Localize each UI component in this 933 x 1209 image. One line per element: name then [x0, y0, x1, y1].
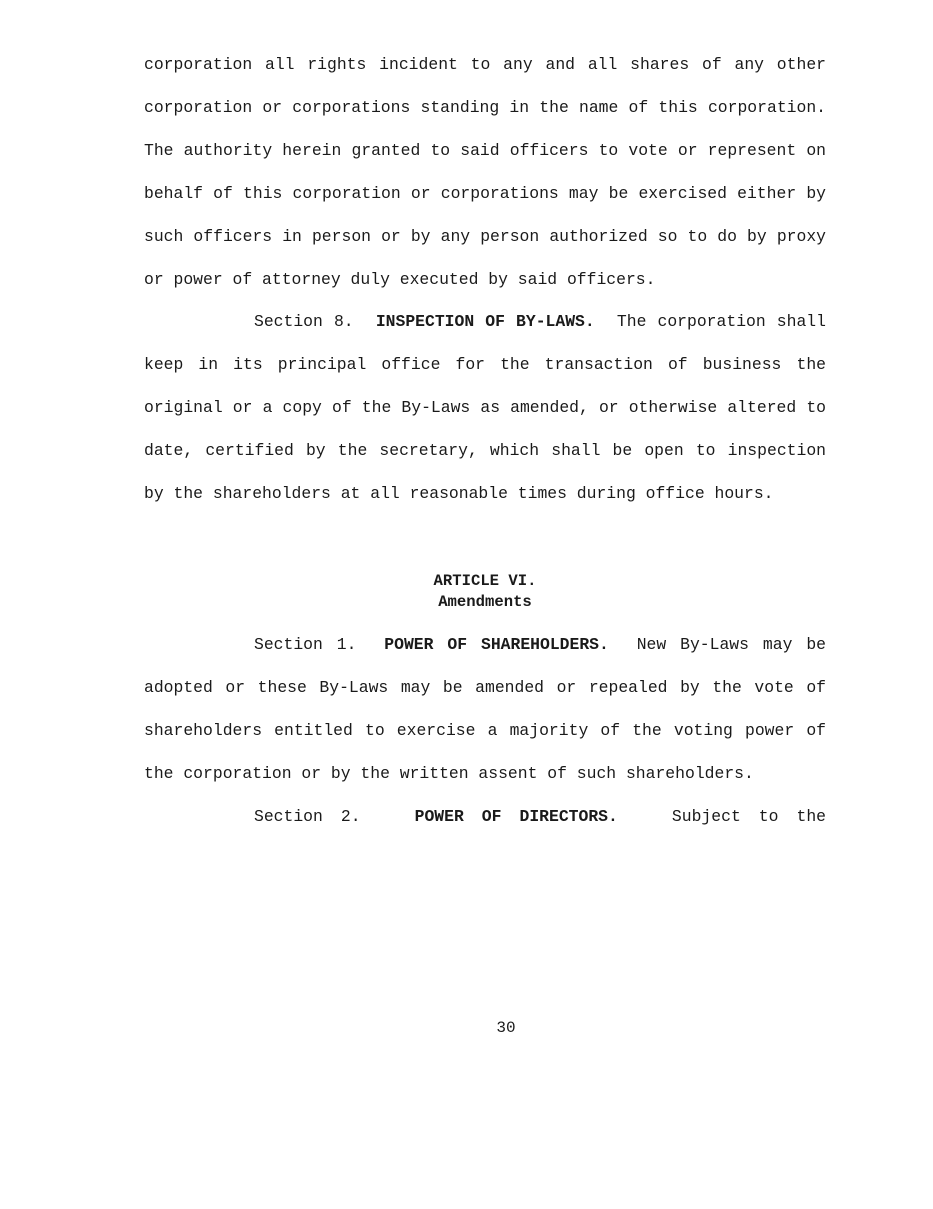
section-1-number: Section 1.	[254, 634, 357, 654]
section-2-paragraph	[144, 796, 826, 839]
section-8-number: Section 8.	[254, 312, 354, 332]
document-page	[144, 44, 826, 839]
article-heading	[144, 571, 826, 613]
section-8-paragraph	[144, 301, 826, 516]
section-1-text: New By-Laws may be adopted or these By-Laws may be amended or repealed by the vote of shareholders entitled to exercise a majority of the voting power of the corporation or by the written assent of such shareholders.	[144, 634, 826, 783]
section-8-title: INSPECTION OF BY-LAWS.	[375, 312, 595, 332]
continuation-text: corporation all rights incident to any and all shares of any other corporation or corporations standing in the name of this corporation. The authority herein granted to said officers to vote or represent on behalf of this corporation or corporations may be exercised either by such officers in person or by any person authorized so to do by proxy or power of attorney duly executed by said officers.	[144, 55, 826, 289]
section-1-paragraph	[144, 624, 826, 796]
section-2-number: Section 2.	[254, 806, 361, 826]
section-2-text: Subject to the	[671, 806, 826, 826]
article-title: Amendments	[438, 592, 532, 611]
section-2-title: POWER OF DIRECTORS.	[414, 806, 618, 826]
page-number: 30	[496, 1019, 516, 1037]
continuation-paragraph	[144, 44, 826, 301]
section-8-text: The corporation shall keep in its principal office for the transaction of business the original or a copy of the By-Laws as amended, or otherwise altered to date, certified by the secretary, which shall be open to inspection by the shareholders at all reasonable times during office hours.	[144, 312, 826, 504]
section-1-title: POWER OF SHAREHOLDERS.	[384, 634, 609, 654]
article-number: ARTICLE VI.	[433, 571, 537, 590]
